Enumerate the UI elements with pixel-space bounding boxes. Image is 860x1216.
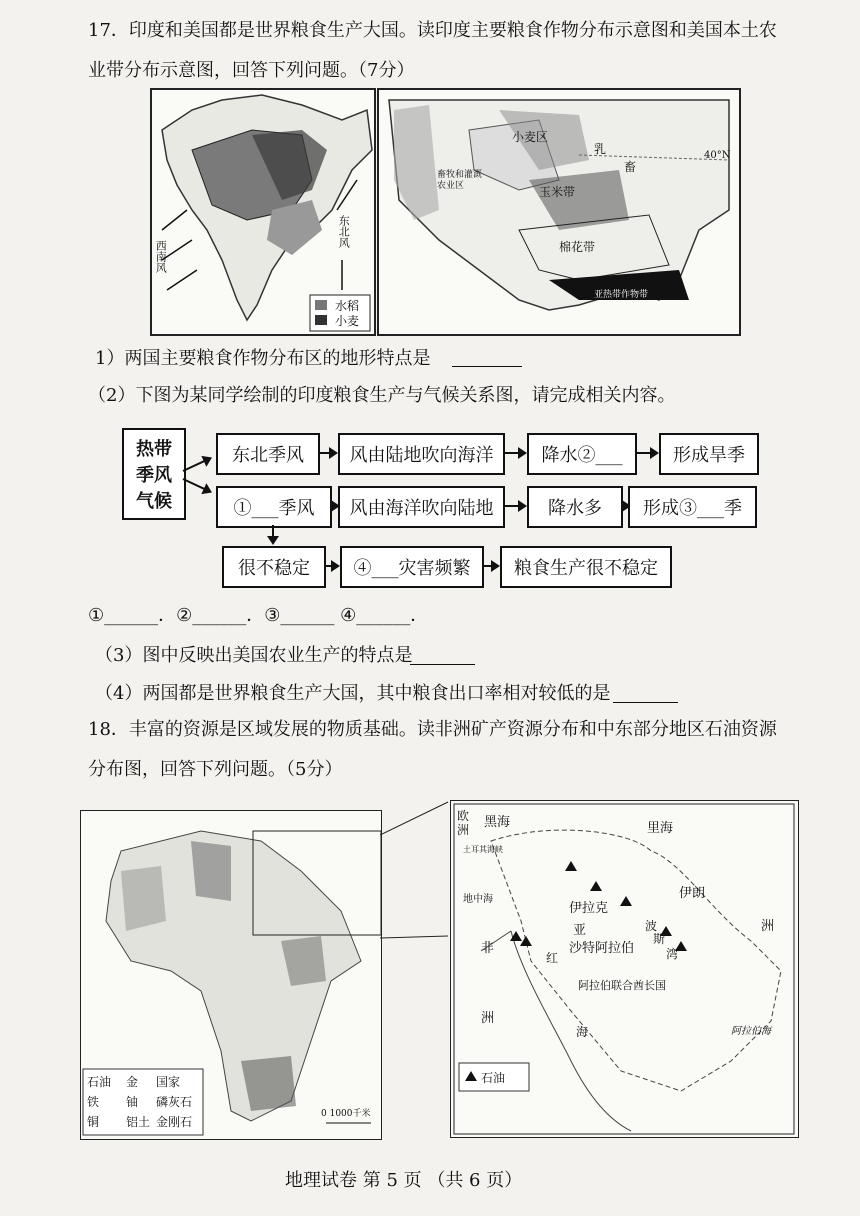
- flow-r1-c3: 降水②___: [527, 433, 637, 475]
- q17-sub2: （2）下图为某同学绘制的印度粮食生产与气候关系图，请完成相关内容。: [88, 385, 676, 406]
- flow-r1-c1: 东北季风: [216, 433, 320, 475]
- label-red-sea-2: 海: [576, 1025, 589, 1039]
- legend-bauxite: 铝土: [126, 1115, 151, 1129]
- legend-phosphate: 磷灰石: [156, 1095, 193, 1109]
- label-persian-2: 斯: [653, 932, 666, 946]
- label-grazing: 畜牧和灌溉农业区: [437, 170, 483, 191]
- legend-diamond: 金刚石: [156, 1115, 193, 1129]
- flow-r2-c3: 降水多: [527, 486, 623, 528]
- legend-oil-me: 石油: [481, 1071, 506, 1085]
- label-iran: 伊朗: [679, 886, 706, 901]
- flow-arrow-r3-1: [324, 565, 338, 567]
- flow-arrow-r1-1: [318, 452, 336, 454]
- legend-iron: 铁: [87, 1095, 100, 1109]
- label-europe: 欧洲: [457, 809, 470, 838]
- q17-stem-line1: 17．印度和美国都是世界粮食生产大国。读印度主要粮食作物分布示意图和美国本土农: [88, 20, 777, 41]
- flow-start: [122, 428, 186, 520]
- flow-arrow-r2-2: [503, 505, 525, 507]
- flow-r1-c2: 风由陆地吹向海洋: [338, 433, 505, 475]
- india-map: [150, 88, 376, 336]
- label-dairy2: 畜: [624, 160, 637, 174]
- flow-arrow-r1-3: [635, 452, 657, 454]
- label-persian-1: 波: [645, 919, 658, 933]
- page-footer: 地理试卷 第 5 页 （共 6 页）: [285, 1170, 523, 1191]
- label-black-sea: 黑海: [484, 815, 511, 830]
- usa-map-drawing: [379, 90, 739, 334]
- q18-stem-line2: 分布图，回答下列问题。（5分）: [88, 759, 343, 780]
- flow-r3-c1: 很不稳定: [222, 546, 326, 588]
- label-iraq: 伊拉克: [569, 901, 609, 916]
- label-corn-belt: 玉米带: [539, 185, 576, 199]
- q18-stem-line1: 18．丰富的资源是区域发展的物质基础。读非洲矿产资源分布和中东部分地区石油资源: [88, 719, 777, 740]
- flow-r3-c3: 粮食生产很不稳定: [500, 546, 672, 588]
- legend-oil: 石油: [87, 1075, 112, 1089]
- label-saudi: 沙特阿拉伯: [569, 941, 635, 956]
- flow-arrow-down: [183, 478, 211, 492]
- legend-country: 国家: [156, 1075, 181, 1089]
- africa-map: [80, 810, 382, 1140]
- label-africa1: 非: [481, 941, 495, 956]
- flow-start-line3: 气候: [136, 491, 172, 512]
- label-dairy: 乳: [594, 142, 607, 156]
- legend-copper: 铜: [87, 1115, 100, 1129]
- q17-sub1: 1）两国主要粮食作物分布区的地形特点是: [95, 348, 431, 369]
- q17-sub3-blank[interactable]: [410, 664, 475, 665]
- flow-r1-c4: 形成旱季: [659, 433, 759, 475]
- flow-arrow-r3-2: [482, 565, 498, 567]
- q17-sub4-blank[interactable]: [613, 702, 678, 703]
- flow-arrow-down-r3: [272, 525, 274, 543]
- q17-blanks: ①______．②______．③______ ④______．: [88, 605, 429, 626]
- label-subtropical: 亚热带作物带: [594, 290, 649, 300]
- flow-r3-c2: ④___灾害频繁: [340, 546, 484, 588]
- label-sw-wind: 西南风: [154, 240, 168, 273]
- middle-east-map-drawing: [451, 801, 798, 1137]
- label-40n: 40°N: [704, 150, 731, 161]
- flow-r2-c2: 风由海洋吹向陆地: [338, 486, 505, 528]
- flow-start-line1: 热带: [136, 439, 172, 460]
- flow-r2-c4: 形成③___季: [628, 486, 757, 528]
- flow-start-line2: 季风: [136, 465, 172, 486]
- flow-arrow-r1-2: [503, 452, 525, 454]
- usa-map: [377, 88, 741, 336]
- label-mediterranean: 地中海: [463, 894, 493, 905]
- q17-stem-line2: 业带分布示意图，回答下列问题。（7分）: [88, 60, 415, 81]
- legend-wheat: 小麦: [335, 314, 360, 328]
- label-africa2: 洲: [481, 1011, 495, 1026]
- q17-sub3: （3）图中反映出美国农业生产的特点是: [95, 645, 413, 666]
- legend-rice: 水稻: [335, 299, 360, 313]
- q17-sub4: （4）两国都是世界粮食生产大国，其中粮食出口率相对较低的是: [95, 683, 611, 704]
- legend-gold: 金: [126, 1075, 139, 1089]
- label-asia: 亚: [573, 923, 587, 938]
- connector-lines: [380, 800, 450, 940]
- middle-east-map: [450, 800, 799, 1138]
- legend-uranium: 铀: [126, 1095, 139, 1109]
- label-turkish-strait: 土耳其海峡: [463, 845, 503, 854]
- label-red-sea-1: 红: [546, 951, 559, 965]
- flow-r2-c1: ①___季风: [216, 486, 332, 528]
- flow-arrow-up: [183, 457, 211, 471]
- label-uae: 阿拉伯联合酋长国: [578, 979, 666, 992]
- label-ne-wind: 东北风: [337, 215, 351, 248]
- label-caspian: 里海: [647, 821, 674, 836]
- label-cotton-belt: 棉花带: [559, 240, 596, 254]
- label-asia2: 洲: [761, 919, 775, 934]
- flow-arrow-r2-1: [330, 505, 338, 507]
- q17-sub1-blank[interactable]: [452, 366, 522, 367]
- label-wheat-belt: 小麦区: [512, 130, 549, 144]
- scale-label: 0 1000千米: [321, 1109, 371, 1119]
- label-persian-3: 湾: [666, 947, 679, 961]
- label-arabian-sea: 阿拉伯海: [731, 1026, 771, 1037]
